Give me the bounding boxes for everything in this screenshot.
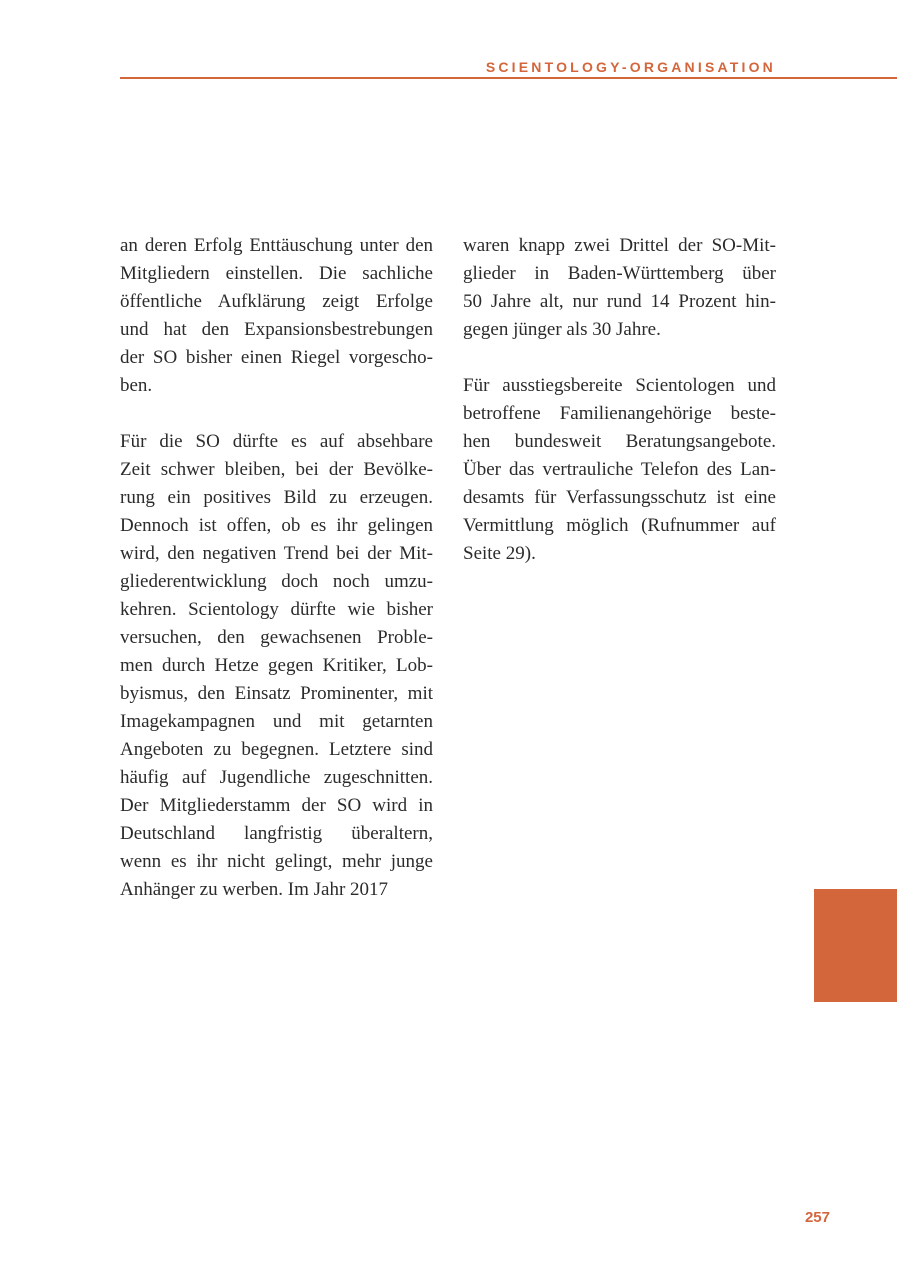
text-line: Anhänger zu werben. Im Jahr 2017: [120, 879, 389, 900]
text-line: und hat den Expansionsbestrebungen: [120, 319, 433, 340]
text-line: Über das vertrauliche Telefon des Lan-: [463, 459, 776, 480]
text-line: men durch Hetze gegen Kritiker, Lob-: [120, 655, 433, 676]
text-line: Dennoch ist offen, ob es ihr gelingen: [120, 515, 433, 536]
text-line: Für ausstiegsbereite Scientologen und: [463, 375, 776, 396]
text-line: Mitgliedern einstellen. Die sachliche: [120, 263, 433, 284]
paragraph: [463, 372, 776, 568]
paragraph: [463, 232, 776, 344]
paragraph: [120, 428, 433, 904]
text-line: byismus, den Einsatz Prominenter, mit: [120, 683, 433, 704]
page-number: 257: [804, 1209, 830, 1226]
text-line: öffentliche Aufklärung zeigt Erfolge: [120, 291, 433, 312]
text-line: versuchen, den gewachsenen Proble-: [120, 627, 433, 648]
text-line: häufig auf Jugendliche zugeschnitten.: [120, 767, 433, 788]
text-line: hen bundesweit Beratungsangebote.: [463, 431, 776, 452]
paragraph: [120, 232, 433, 400]
text-line: der SO bisher einen Riegel vorgescho-: [120, 347, 433, 368]
text-line: gegen jünger als 30 Jahre.: [463, 319, 661, 340]
text-line: Seite 29).: [463, 543, 536, 564]
text-line: glieder in Baden-Württemberg über: [463, 263, 776, 284]
text-line: rung ein positives Bild zu erzeugen.: [120, 487, 433, 508]
text-line: wird, den negativen Trend bei der Mit-: [120, 543, 433, 564]
text-line: Zeit schwer bleiben, bei der Bevölke-: [120, 459, 433, 480]
text-line: Für die SO dürfte es auf absehbare: [120, 431, 433, 452]
header-rule: [120, 77, 897, 79]
text-line: waren knapp zwei Drittel der SO-Mit-: [463, 235, 776, 256]
text-line: an deren Erfolg Enttäuschung unter den: [120, 235, 433, 256]
text-line: Der Mitgliederstamm der SO wird in: [120, 795, 433, 816]
running-head: SCIENTOLOGY-ORGANISATION: [485, 59, 776, 75]
text-line: wenn es ihr nicht gelingt, mehr junge: [120, 851, 433, 872]
chapter-tab: [814, 889, 897, 1002]
text-line: desamts für Verfassungsschutz ist eine: [463, 487, 776, 508]
text-line: ben.: [120, 375, 153, 396]
text-line: Deutschland langfristig überaltern,: [120, 823, 433, 844]
text-line: Vermittlung möglich (Rufnummer auf: [463, 515, 776, 536]
text-line: kehren. Scientology dürfte wie bisher: [120, 599, 433, 620]
left-column: [120, 232, 433, 904]
right-column: [463, 232, 776, 568]
text-line: gliederentwicklung doch noch umzu-: [120, 571, 433, 592]
text-line: 50 Jahre alt, nur rund 14 Prozent hin-: [463, 291, 776, 312]
text-line: Imagekampagnen und mit getarnten: [120, 711, 433, 732]
text-line: betroffene Familienangehörige beste-: [463, 403, 776, 424]
text-line: Angeboten zu begegnen. Letztere sind: [120, 739, 433, 760]
